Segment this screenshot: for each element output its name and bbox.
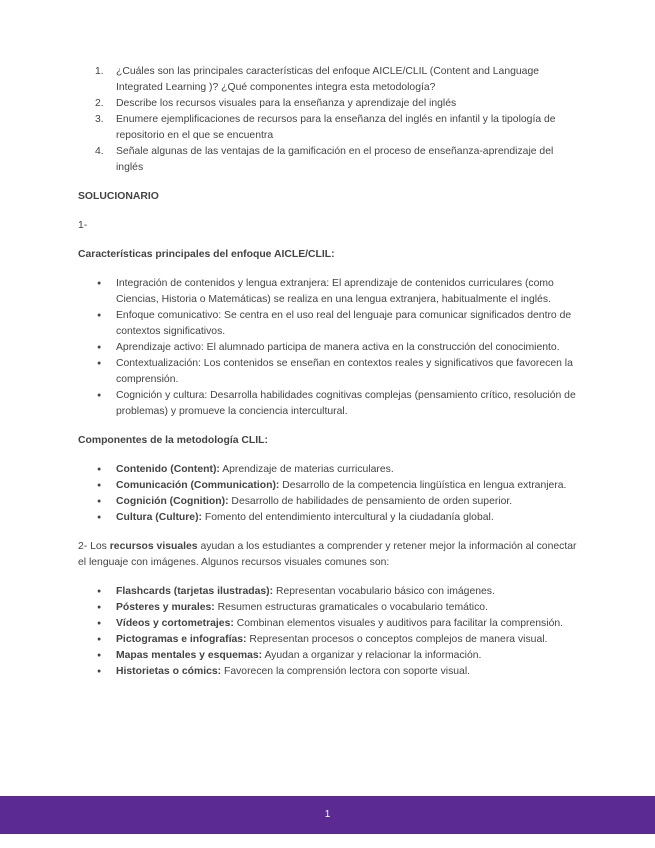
list-item bbox=[78, 632, 578, 648]
answer-1-label: 1- bbox=[78, 220, 88, 231]
document-body bbox=[78, 64, 578, 680]
componentes-heading: Componentes de la metodología CLIL: bbox=[78, 435, 268, 446]
term-description: Fomento del entendimiento intercultural y la ciudadanía global. bbox=[202, 512, 494, 523]
solucionario-title: SOLUCIONARIO bbox=[78, 191, 159, 202]
question-number: 1. bbox=[95, 66, 104, 77]
question-text: Enumere ejemplificaciones de recursos para la enseñanza del inglés en infantil y la tipología de repositorio en el que se encuentra bbox=[116, 114, 556, 141]
term-description: Combinan elementos visuales y auditivos para facilitar la comprensión. bbox=[233, 618, 564, 629]
term-description: Resumen estructuras gramaticales o vocabulario temático. bbox=[214, 602, 488, 613]
question-item bbox=[78, 96, 578, 112]
term: Cognición (Cognition): bbox=[116, 496, 229, 507]
answer-2-suffix: ayudan a los estudiantes a comprender y retener mejor la información al conectar el lenguaje con imágenes. Algunos recursos visuales comunes son: bbox=[78, 541, 577, 568]
question-number: 3. bbox=[95, 114, 104, 125]
term-description: Desarrollo de habilidades de pensamiento de orden superior. bbox=[228, 496, 513, 507]
answer-2-intro bbox=[78, 539, 578, 571]
term: Flashcards (tarjetas ilustradas): bbox=[116, 586, 274, 597]
question-number: 2. bbox=[95, 98, 104, 109]
term-description: Aprendizaje de materias curriculares. bbox=[219, 464, 394, 475]
question-item bbox=[78, 144, 578, 176]
caracteristicas-heading: Características principales del enfoque AICLE/CLIL: bbox=[78, 249, 335, 260]
list-item bbox=[78, 600, 578, 616]
term: Vídeos y cortometrajes: bbox=[116, 618, 234, 629]
term: Pósteres y murales: bbox=[116, 602, 215, 613]
question-text: Señale algunas de las ventajas de la gamificación en el proceso de enseñanza-aprendizaje del inglés bbox=[116, 146, 554, 173]
term-description: Desarrollo de la competencia lingüística en lengua extranjera. bbox=[279, 480, 567, 491]
question-list bbox=[78, 64, 578, 176]
list-item bbox=[78, 462, 578, 478]
list-item bbox=[78, 510, 578, 526]
list-item bbox=[78, 584, 578, 600]
list-item bbox=[78, 648, 578, 664]
question-text: ¿Cuáles son las principales características del enfoque AICLE/CLIL (Content and Language Integrated Learning )? ¿Qué componentes integra esta metodología? bbox=[116, 66, 539, 93]
list-item: ● Integración de contenidos y lengua extranjera: El aprendizaje de contenidos curriculares (como Ciencias, Historia o Matemáticas) se realiza en una lengua extranjera, habitualmente el inglés. bbox=[78, 276, 578, 308]
list-item: ● Contextualización: Los contenidos se enseñan en contextos reales y significativos que favorecen la comprensión. bbox=[78, 356, 578, 388]
list-item bbox=[78, 494, 578, 510]
question-text: Describe los recursos visuales para la enseñanza y aprendizaje del inglés bbox=[116, 98, 457, 109]
term-description: Favorecen la comprensión lectora con soporte visual. bbox=[221, 666, 471, 677]
question-item bbox=[78, 64, 578, 96]
question-number: 4. bbox=[95, 146, 104, 157]
term: Cultura (Culture): bbox=[116, 512, 203, 523]
answer-2-emphasis: recursos visuales bbox=[109, 541, 198, 552]
list-item bbox=[78, 616, 578, 632]
term: Mapas mentales y esquemas: bbox=[116, 650, 263, 661]
term: Comunicación (Communication): bbox=[116, 480, 280, 491]
term-description: Ayudan a organizar y relacionar la información. bbox=[262, 650, 482, 661]
term: Pictogramas e infografías: bbox=[116, 634, 247, 645]
term: Contenido (Content): bbox=[116, 464, 220, 475]
answer-2-prefix: 2- Los bbox=[78, 541, 110, 552]
list-item: ● Enfoque comunicativo: Se centra en el uso real del lenguaje para comunicar significados dentro de contextos significativos. bbox=[78, 308, 578, 340]
list-item bbox=[78, 478, 578, 494]
page-number: 1 bbox=[324, 809, 331, 820]
list-item: ● Aprendizaje activo: El alumnado participa de manera activa en la construcción del conocimiento. bbox=[78, 340, 578, 356]
list-item: ● Cognición y cultura: Desarrolla habilidades cognitivas complejas (pensamiento crítico, resolución de problemas) y promueve la conciencia intercultural. bbox=[78, 388, 578, 420]
term-description: Representan procesos o conceptos complejos de manera visual. bbox=[246, 634, 548, 645]
term-description: Representan vocabulario básico con imágenes. bbox=[273, 586, 495, 597]
page-footer bbox=[0, 796, 655, 834]
componentes-list bbox=[78, 462, 578, 526]
term: Historietas o cómics: bbox=[116, 666, 222, 677]
list-item bbox=[78, 664, 578, 680]
question-item bbox=[78, 112, 578, 144]
recursos-list bbox=[78, 584, 578, 680]
caracteristicas-list bbox=[78, 276, 578, 420]
